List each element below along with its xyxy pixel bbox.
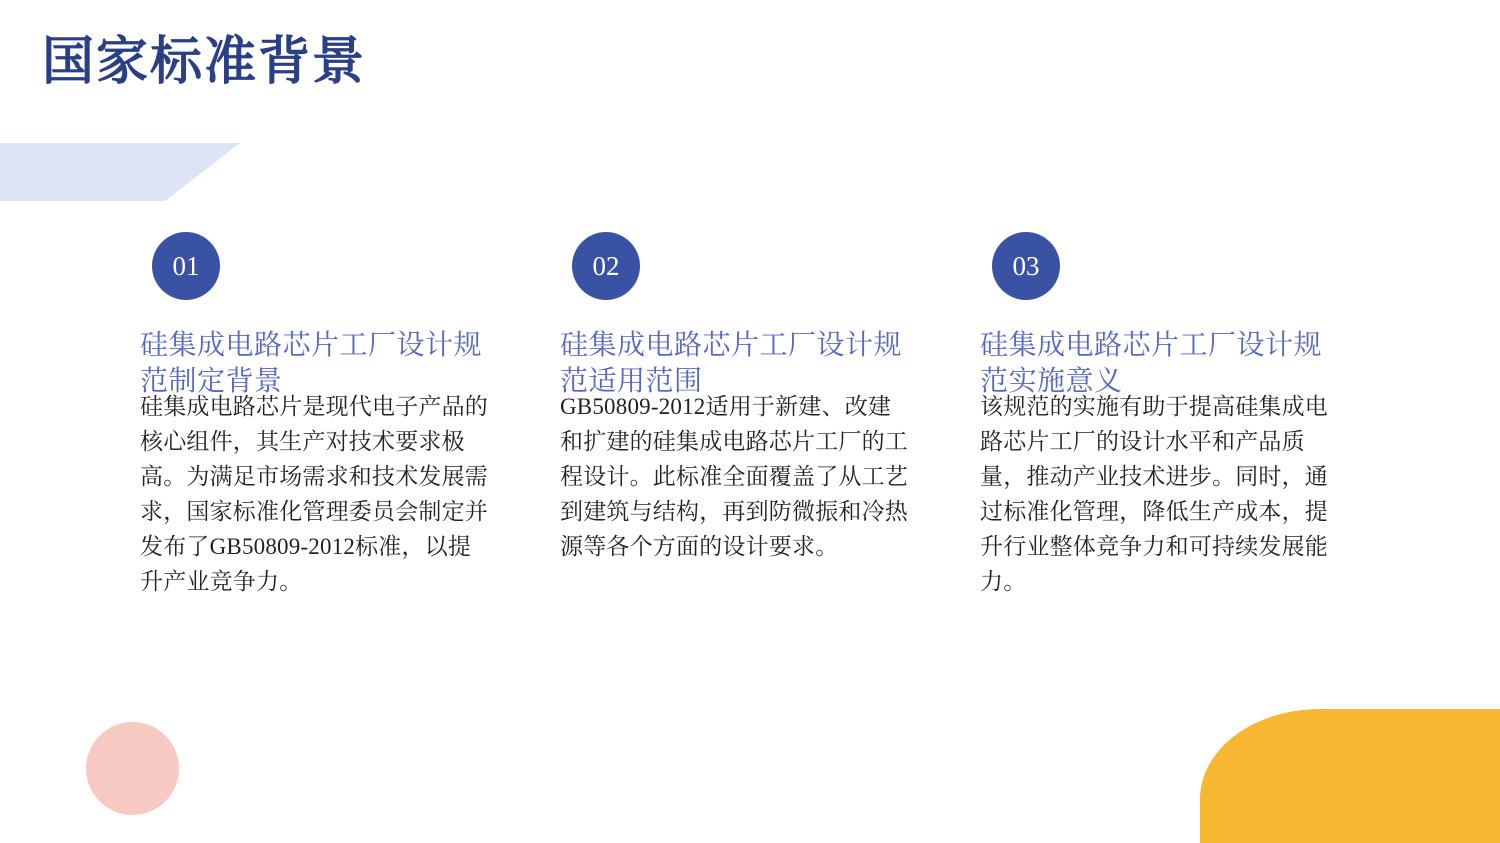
column-body-02: GB50809-2012适用于新建、改建和扩建的硅集成电路芯片工厂的工程设计。此标准全面覆盖了从工艺到建筑与结构，再到防微振和冷热源等各个方面的设计要求。 [560,394,908,559]
yellow-blob-decoration-icon [1200,709,1500,843]
content-column: 02 硅集成电路芯片工厂设计规范适用范围 GB50809-2012适用于新建、改建和扩建的硅集成电路芯片工厂的工程设计。此标准全面覆盖了从工艺到建筑与结构，再到防微振和冷热源等各个方面的设计要求。 [560,232,910,600]
step-badge-02: 02 [572,232,640,300]
step-badge-01: 01 [152,232,220,300]
content-column: 03 硅集成电路芯片工厂设计规范实施意义 该规范的实施有助于提高硅集成电路芯片工厂的设计水平和产品质量，推动产业技术进步。同时，通过标准化管理，降低生产成本，提升行业整体竞争力和可持续发展能力。 [980,232,1330,600]
column-body-03: 该规范的实施有助于提高硅集成电路芯片工厂的设计水平和产品质量，推动产业技术进步。同时，通过标准化管理，降低生产成本，提升行业整体竞争力和可持续发展能力。 [980,394,1328,594]
content-columns [140,232,1370,600]
ribbon-decoration-icon [0,143,240,201]
page-title: 国家标准背景 [42,33,367,91]
pink-circle-decoration-icon [86,722,179,815]
content-column: 01 硅集成电路芯片工厂设计规范制定背景 硅集成电路芯片是现代电子产品的核心组件，其生产对技术要求极高。为满足市场需求和技术发展需求，国家标准化管理委员会制定并发布了GB50809-2012标准，以提升产业竞争力。 [140,232,490,600]
step-badge-03: 03 [992,232,1060,300]
column-body-01: 硅集成电路芯片是现代电子产品的核心组件，其生产对技术要求极高。为满足市场需求和技术发展需求，国家标准化管理委员会制定并发布了GB50809-2012标准，以提升产业竞争力。 [140,394,488,594]
